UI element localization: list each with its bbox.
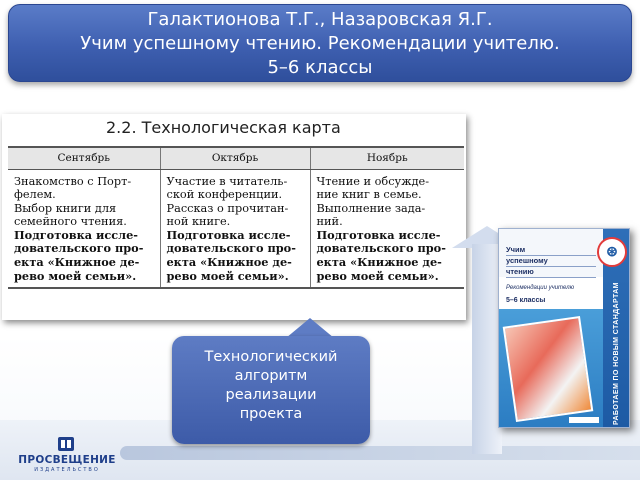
title-line-book: Учим успешному чтению. Рекомендации учителю. — [80, 33, 560, 54]
cell-text-bold: довательского про- — [14, 241, 144, 256]
callout-pointer — [286, 318, 334, 338]
table-row — [8, 169, 464, 288]
title-line-grade: 5–6 классы — [267, 57, 373, 78]
cell-november — [310, 169, 464, 288]
book-spine-text: РАБОТАЕМ ПО НОВЫМ СТАНДАРТАМ — [613, 282, 620, 425]
cell-text-bold: екта «Книжное де- — [166, 255, 292, 270]
callout-line: Технологический — [204, 349, 338, 365]
cell-text: Знакомство с Порт- — [14, 174, 132, 188]
title-banner — [8, 4, 632, 82]
cell-text: Участие в читатель- — [166, 174, 288, 188]
book-title — [506, 245, 596, 278]
publisher-emblem-icon — [56, 436, 76, 452]
cell-text-bold: Подготовка иссле- — [316, 227, 441, 242]
cell-text: ской конференции. — [166, 188, 283, 202]
cell-text-bold: довательского про- — [166, 241, 296, 256]
book-subtitle: Рекомендации учителю — [506, 285, 575, 291]
book-title-line: Учим — [506, 245, 596, 256]
cell-text-bold: рево моей семьи». — [14, 268, 137, 283]
publisher-logo — [12, 436, 122, 476]
cell-text: ний. — [316, 215, 343, 229]
callout-line: реализации — [225, 387, 317, 403]
cell-text: Выбор книги для — [14, 201, 117, 215]
cell-october — [160, 169, 310, 288]
column-header-october: Октябрь — [160, 147, 310, 169]
cell-text-bold: довательского про- — [316, 241, 446, 256]
cell-text-bold: Подготовка иссле- — [166, 227, 291, 242]
cell-text: Выполнение зада- — [316, 201, 426, 215]
book-grade: 5–6 классы — [506, 297, 546, 304]
cell-text-bold: екта «Книжное де- — [14, 255, 140, 270]
book-title-line: успешному — [506, 256, 596, 267]
column-header-september: Сентябрь — [8, 147, 160, 169]
cell-text: ной книге. — [166, 215, 231, 229]
cell-text-bold: екта «Книжное де- — [316, 255, 442, 270]
book-cover — [498, 228, 630, 428]
publisher-name: ПРОСВЕЩЕНИЕ — [18, 454, 116, 466]
cell-text-bold: Подготовка иссле- — [14, 227, 138, 242]
callout-line: алгоритм — [234, 368, 308, 384]
cell-text: ние книг в семье. — [316, 188, 422, 202]
callout-line: проекта — [239, 406, 303, 422]
column-header-november: Ноябрь — [310, 147, 464, 169]
technology-map-scan — [2, 114, 466, 320]
book-title-line: чтению — [506, 267, 596, 278]
book-badge-glyph: ⊛ — [606, 243, 618, 259]
cell-text: семейного чтения. — [14, 215, 127, 229]
bottom-stripe — [120, 446, 640, 460]
technology-map-table — [8, 146, 464, 289]
table-header-row — [8, 147, 464, 169]
document-heading: 2.2. Технологическая карта — [106, 118, 341, 137]
cell-text-bold: рево моей семьи». — [316, 268, 439, 283]
title-line-authors: Галактионова Т.Г., Назаровская Я.Г. — [147, 9, 493, 30]
cell-text: фелем. — [14, 188, 56, 202]
cell-september — [8, 169, 160, 288]
callout-box — [172, 336, 370, 444]
book-publisher-mark — [569, 417, 599, 423]
cell-text: Рассказ о прочитан- — [166, 201, 289, 215]
cell-text-bold: рево моей семьи». — [166, 268, 289, 283]
book-cover-photo — [503, 316, 594, 422]
book-badge-icon — [597, 237, 627, 267]
publisher-subtitle: ИЗДАТЕЛЬСТВО — [34, 467, 100, 473]
cell-text: Чтение и обсужде- — [316, 174, 430, 188]
